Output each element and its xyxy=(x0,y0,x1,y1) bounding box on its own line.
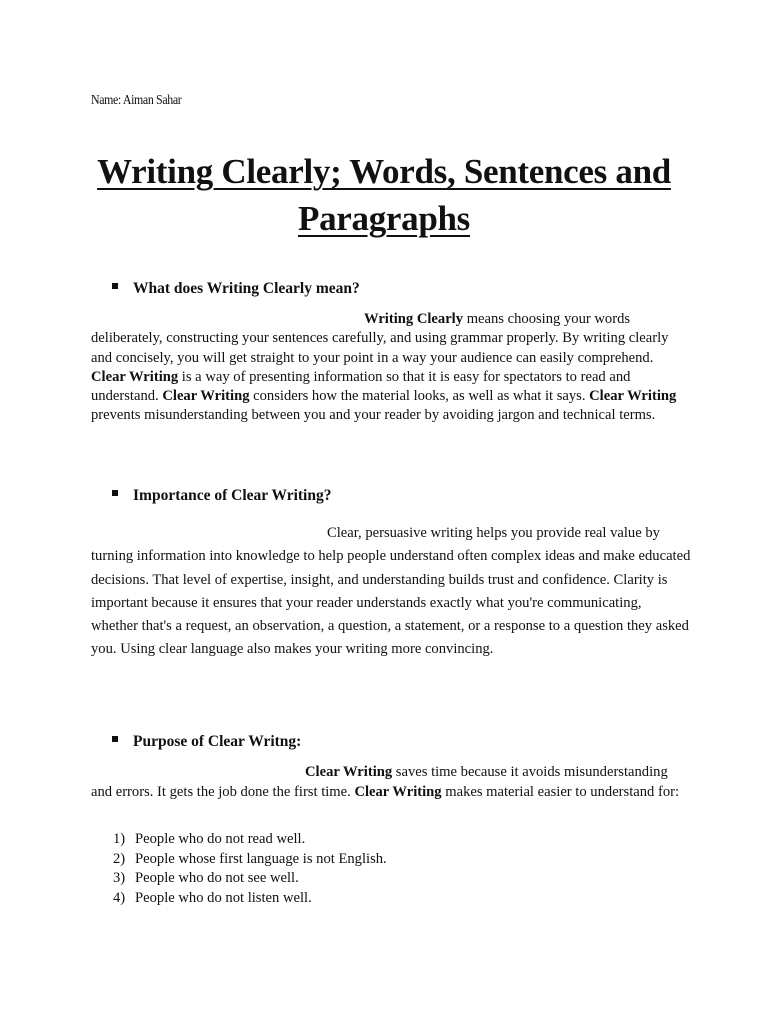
list-number: 3) xyxy=(113,870,126,886)
text-run: means choosing your words deliberately, constructing your sentences carefully, and using grammar properly. By writing clearly and concisely, you will get straight to your point in a way your audience can easily comprehend. xyxy=(91,311,669,366)
bold-term: Clear Writing xyxy=(589,388,677,405)
heading-text: What does Writing Clearly mean? xyxy=(133,280,360,297)
bold-term: Clear Writing xyxy=(354,783,442,800)
author-line: Name: Aiman Sahar xyxy=(91,92,182,107)
text-run: is a way of presenting information so that it is easy for spectators to read and understand. xyxy=(91,368,631,405)
bold-term: Writing Clearly xyxy=(364,311,464,327)
section-heading-importance xyxy=(112,487,331,505)
list-item-text: People who do not listen well. xyxy=(135,889,312,906)
title-line-1: Writing Clearly; Words, Sentences and xyxy=(97,152,671,191)
list-item xyxy=(113,830,387,850)
list-item-text: People who do not see well. xyxy=(135,870,299,886)
list-item-text: People who do not read well. xyxy=(135,831,306,847)
paragraph-importance xyxy=(91,522,691,662)
text-run: makes material easier to understand for: xyxy=(441,783,680,800)
heading-text: Importance of Clear Writing? xyxy=(133,487,332,504)
bold-term: Clear Writing xyxy=(305,764,393,780)
text-run: saves time because it avoids misunderstanding and errors. It gets the job done the first time. xyxy=(91,764,668,800)
title-line-2: Paragraphs xyxy=(297,199,470,238)
text-run: prevents misunderstanding between you and your reader by avoiding jargon and technical terms. xyxy=(91,407,656,424)
section-heading-purpose xyxy=(112,733,301,751)
square-bullet-icon xyxy=(112,283,118,289)
page-title xyxy=(60,148,708,242)
list-item-text: People whose first language is not English. xyxy=(135,850,387,867)
list-number: 2) xyxy=(113,850,126,867)
section-heading-meaning xyxy=(112,280,360,298)
list-item xyxy=(113,869,387,889)
heading-text: Purpose of Clear Writng: xyxy=(133,733,302,750)
numbered-list xyxy=(113,830,387,908)
square-bullet-icon xyxy=(112,736,118,742)
list-item xyxy=(113,889,387,909)
text-run: considers how the material looks, as well as what it says. xyxy=(249,388,590,405)
list-number: 1) xyxy=(113,831,126,847)
bold-term: Clear Writing xyxy=(91,368,179,385)
paragraph-purpose xyxy=(91,763,691,802)
paragraph-meaning xyxy=(91,310,691,426)
square-bullet-icon xyxy=(112,490,118,496)
bold-term: Clear Writing xyxy=(162,388,250,405)
text-run: Clear, persuasive writing helps you provide real value by turning information into knowledge to help people understand often complex ideas and make educated decisions. That level of expertise, insight, and understanding builds trust and confidence. Clarity is important because it ensures that your reader understands exactly what you're communicating, whether that's a request, an observation, a question, a statement, or a response to a question they asked you. Using clear language also makes your writing more convincing. xyxy=(91,525,691,658)
list-number: 4) xyxy=(113,889,126,906)
list-item xyxy=(113,850,387,870)
